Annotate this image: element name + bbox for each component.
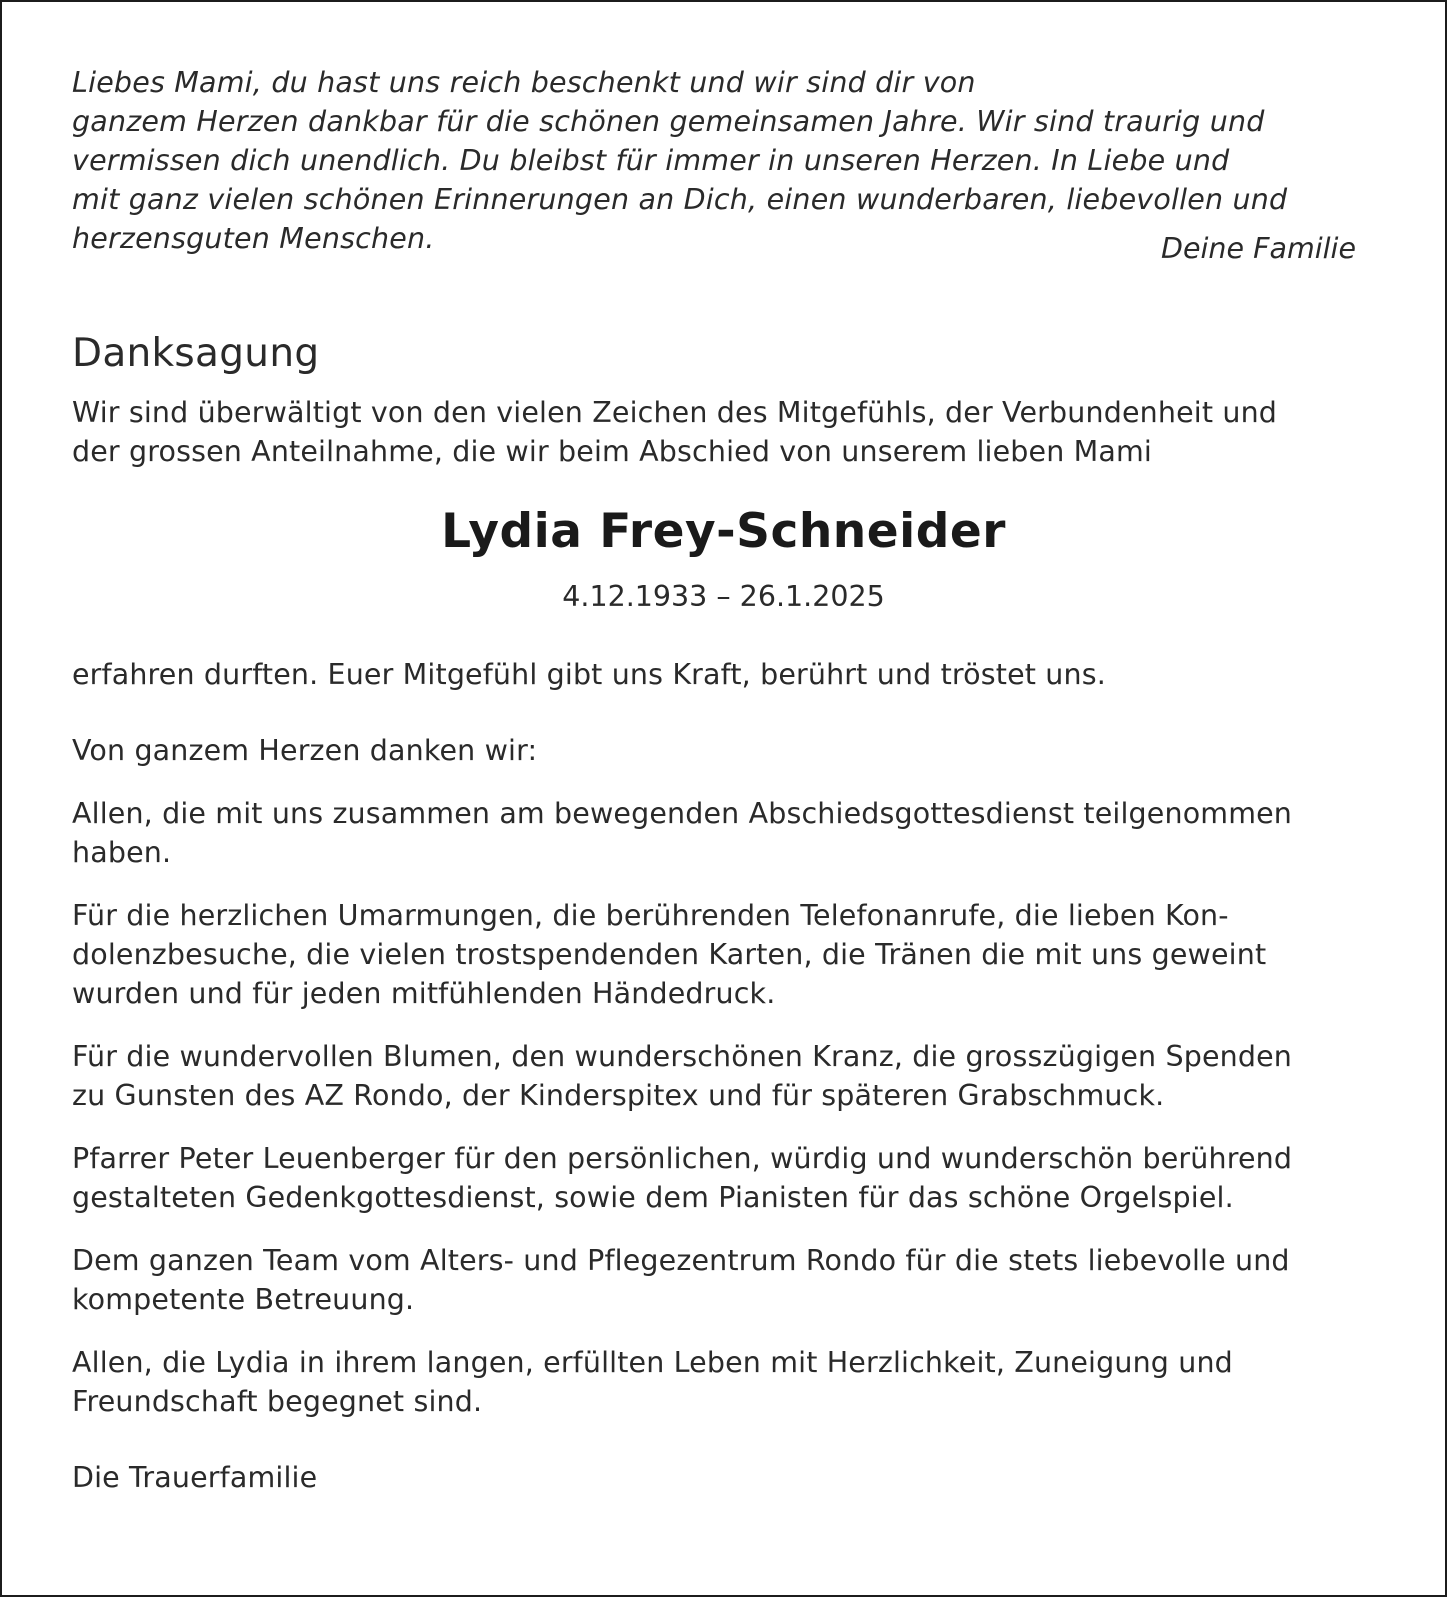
thanks-line: Allen, die Lydia in ihrem langen, erfüllten Leben mit Herzlichkeit, Zuneigung und <box>72 1346 1233 1379</box>
thanks-line: Freundschaft begegnet sind. <box>72 1385 483 1418</box>
thanks-line: dolenzbesuche, die vielen trostspendenden Karten, die Tränen die mit uns geweint <box>72 938 1267 971</box>
intro-line: Wir sind überwältigt von den vielen Zeichen des Mitgefühls, der Verbundenheit und <box>72 396 1278 429</box>
thanks-line: Für die wundervollen Blumen, den wunderschönen Kranz, die grosszügigen Spenden <box>72 1040 1292 1073</box>
quote-line: herzensguten Menschen. <box>72 222 435 255</box>
thanks-line: wurden und für jeden mitfühlenden Händedruck. <box>72 977 776 1010</box>
thanks-paragraph <box>72 1343 1362 1421</box>
thanks-paragraph <box>72 1037 1362 1115</box>
thanks-line: kompetente Betreuung. <box>72 1283 415 1316</box>
thanks-line: Allen, die mit uns zusammen am bewegenden Abschiedsgottesdienst teilgenommen <box>72 797 1293 830</box>
thanks-line: haben. <box>72 836 172 869</box>
thanks-paragraph <box>72 1139 1362 1217</box>
thanks-intro: Von ganzem Herzen danken wir: <box>72 734 538 767</box>
life-dates: 4.12.1933 – 26.1.2025 <box>562 580 885 613</box>
after-name-paragraph: erfahren durften. Euer Mitgefühl gibt uns Kraft, berührt und tröstet uns. <box>72 658 1106 691</box>
thanks-paragraph <box>72 896 1362 1013</box>
thanks-paragraph <box>72 1241 1362 1319</box>
thanks-line: zu Gunsten des AZ Rondo, der Kinderspitex und für späteren Grabschmuck. <box>72 1079 1165 1112</box>
thanks-line: Pfarrer Peter Leuenberger für den persönlichen, würdig und wunderschön berührend <box>72 1142 1293 1175</box>
quote-signature: Deine Familie <box>1161 232 1356 265</box>
page-title: Danksagung <box>72 331 320 376</box>
notice-content <box>72 2 1362 1497</box>
closing-signature: Die Trauerfamilie <box>72 1461 318 1494</box>
quote-line: ganzem Herzen dankbar für die schönen gemeinsamen Jahre. Wir sind traurig und <box>72 105 1265 138</box>
thanks-paragraph <box>72 794 1362 872</box>
intro-paragraph <box>72 393 1362 471</box>
quote-line: mit ganz vielen schönen Erinnerungen an Dich, einen wunderbaren, liebevollen und <box>72 183 1288 216</box>
thanks-line: Dem ganzen Team vom Alters- und Pflegezentrum Rondo für die stets liebevolle und <box>72 1244 1290 1277</box>
thanks-line: gestalteten Gedenkgottesdienst, sowie dem Pianisten für das schöne Orgelspiel. <box>72 1181 1234 1214</box>
deceased-name: Lydia Frey-Schneider <box>441 504 1006 559</box>
quote-line: Liebes Mami, du hast uns reich beschenkt und wir sind dir von <box>72 66 976 99</box>
quote-line: vermissen dich unendlich. Du bleibst für immer in unseren Herzen. In Liebe und <box>72 144 1230 177</box>
intro-line: der grossen Anteilnahme, die wir beim Abschied von unserem lieben Mami <box>72 435 1152 468</box>
thanks-line: Für die herzlichen Umarmungen, die berührenden Telefonanrufe, die lieben Kon- <box>72 899 1229 932</box>
